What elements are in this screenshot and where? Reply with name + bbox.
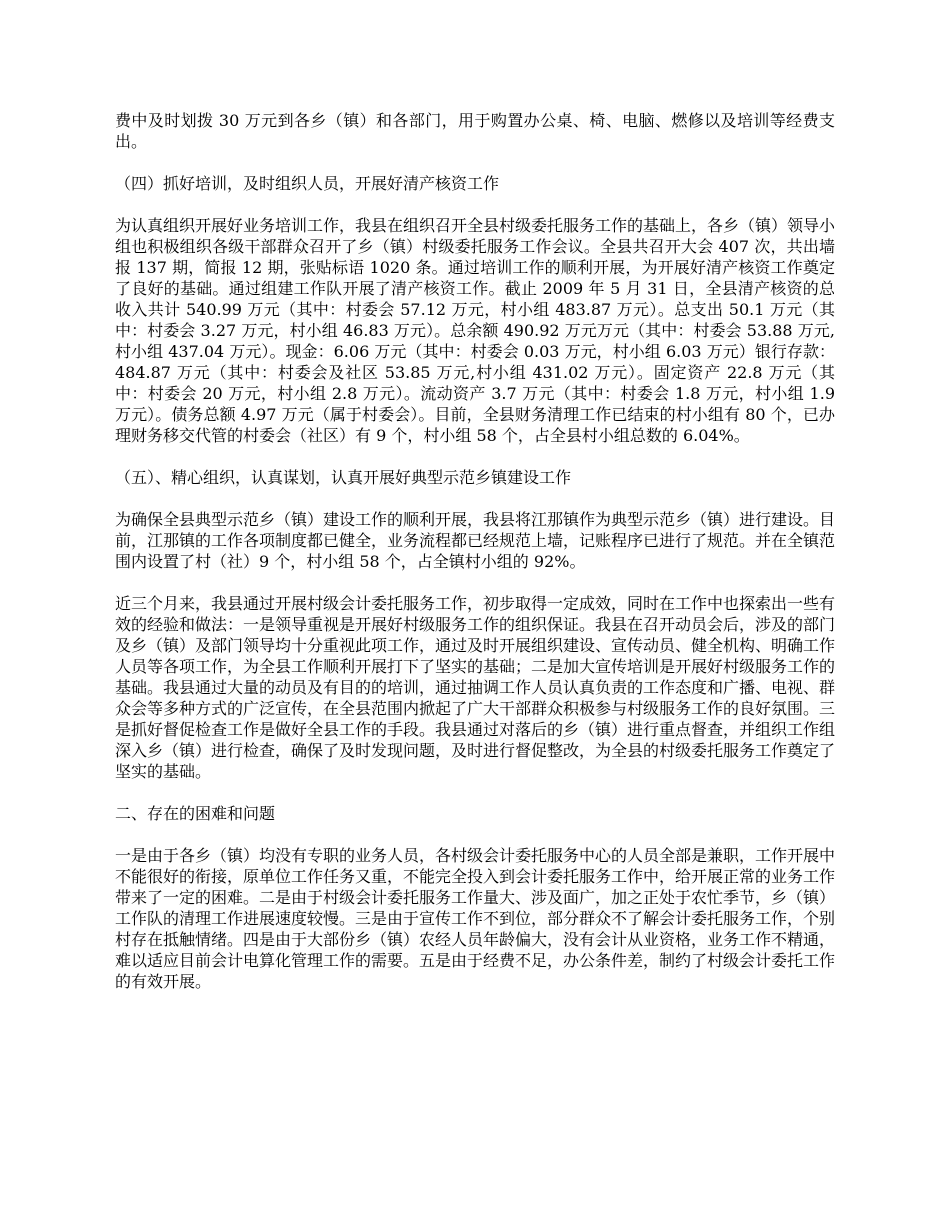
document-page [115, 110, 835, 1013]
section-heading-demonstration: （五）、精心组织，认真谋划，认真开展好典型示范乡镇建设工作 [115, 468, 572, 487]
paragraph-training-assets: 为认真组织开展好业务培训工作，我县在组织召开全县村级委托服务工作的基础上，各乡（镇）领导小组也积极组织各级干部群众召开了乡（镇）村级委托服务工作会议。全县共召开大会 407 次，共出墙报 137 期，简报 12 期，张贴标语 1020 条。通过培训工作的顺利开展，为开展好清产核资工作奠定了良好的基础。通过组建工作队开展了清产核资工作。截止 2009 年 5 月 31 日，全县清产核资的总收入共计 540.99 万元（其中：村委会 57.12 万元，村小组 483.87 万元）。总支出 50.1 万元（其中：村委会 3.27 万元，村小组 46.83 万元）。总余额 490.92 万元万元（其中：村委会 53.88 万元,村小组 437.04 万元）。现金：6.06 万元（其中：村委会 0.03 万元，村小组 6.03 万元）银行存款：484.87 万元（其中：村委会及社区 53.85 万元,村小组 431.02 万元）。固定资产 22.8 万元（其中：村委会 20 万元，村小组 2.8 万元）。流动资产 3.7 万元（其中：村委会 1.8 万元，村小组 1.9 万元）。债务总额 4.97 万元（属于村委会）。目前，全县财务清理工作已结束的村小组有 80 个，已办理财务移交代管的村委会（社区）有 9 个，村小组 58 个，占全县村小组总数的 6.04%。 [115, 216, 836, 445]
paragraph-funding: 费中及时划拨 30 万元到各乡（镇）和各部门，用于购置办公桌、椅、电脑、燃修以及培训等经费支出。 [115, 111, 835, 151]
section-heading-training: （四）抓好培训，及时组织人员，开展好清产核资工作 [115, 174, 500, 193]
section-heading-problems: 二、存在的困难和问题 [115, 804, 276, 823]
paragraph-problems: 一是由于各乡（镇）均没有专职的业务人员，各村级会计委托服务中心的人员全部是兼职，工作开展中不能很好的衔接，原单位工作任务又重，不能完全投入到会计委托服务工作中，给开展正常的业务工作带来了一定的困难。二是由于村级会计委托服务工作量大、涉及面广，加之正处于农忙季节，乡（镇）工作队的清理工作进展速度较慢。三是由于宣传工作不到位，部分群众不了解会计委托服务工作，个别村存在抵触情绪。四是由于大部份乡（镇）农经人员年龄偏大，没有会计从业资格，业务工作不精通，难以适应目前会计电算化管理工作的需要。五是由于经费不足，办公条件差，制约了村级会计委托工作的有效开展。 [115, 846, 836, 991]
paragraph-demonstration: 为确保全县典型示范乡（镇）建设工作的顺利开展，我县将江那镇作为典型示范乡（镇）进行建设。目前，江那镇的工作各项制度都已健全，业务流程都已经规范上墙，记账程序已进行了规范。并在全镇范围内设置了村（社）9 个，村小组 58 个，占全镇村小组的 92%。 [115, 510, 836, 571]
paragraph-experience: 近三个月来，我县通过开展村级会计委托服务工作，初步取得一定成效，同时在工作中也探索出一些有效的经验和做法：一是领导重视是开展好村级服务工作的组织保证。我县在召开动员会后，涉及的部门及乡（镇）及部门领导均十分重视此项工作，通过及时开展组织建设、宣传动员、健全机构、明确工作人员等各项工作，为全县工作顺利开展打下了坚实的基础；二是加大宣传培训是开展好村级服务工作的基础。我县通过大量的动员及有目的的培训，通过抽调工作人员认真负责的工作态度和广播、电视、群众会等多种方式的广泛宣传，在全县范围内掀起了广大干部群众积极参与村级服务工作的良好氛围。三是抓好督促检查工作是做好全县工作的手段。我县通过对落后的乡（镇）进行重点督查，并组织工作组深入乡（镇）进行检查，确保了及时发现问题，及时进行督促整改，为全县的村级委托服务工作奠定了坚实的基础。 [115, 594, 836, 781]
